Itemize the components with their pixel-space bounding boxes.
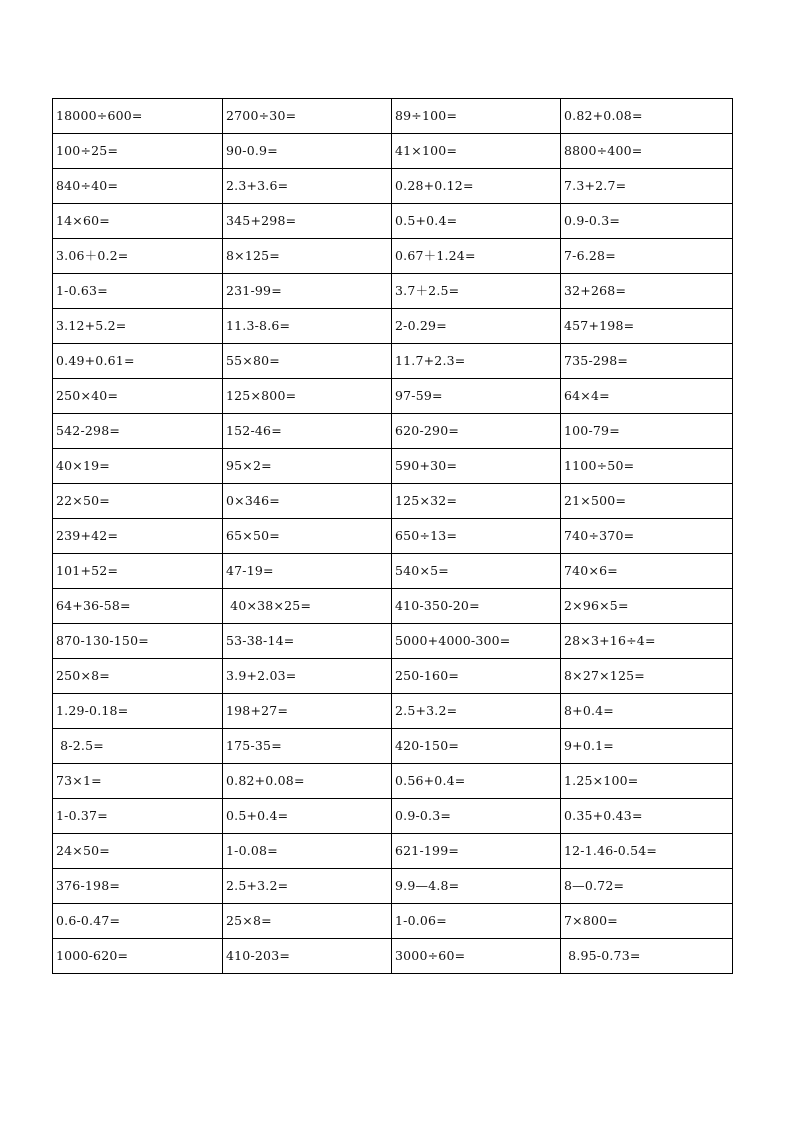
math-problem-cell: 11.3-8.6= — [223, 309, 392, 344]
math-problem-cell: 21×500= — [561, 484, 733, 519]
math-problem-cell: 100-79= — [561, 414, 733, 449]
math-problem-cell: 540×5= — [392, 554, 561, 589]
math-problem-cell: 7×800= — [561, 904, 733, 939]
math-problem-cell: 376-198= — [53, 869, 223, 904]
worksheet-row — [53, 309, 733, 344]
math-problem-cell: 64×4= — [561, 379, 733, 414]
math-problem-cell: 28×3+16÷4= — [561, 624, 733, 659]
math-problem-cell: 420-150= — [392, 729, 561, 764]
math-problem-cell: 7.3+2.7= — [561, 169, 733, 204]
math-problem-cell: 590+30= — [392, 449, 561, 484]
math-problem-cell: 410-350-20= — [392, 589, 561, 624]
math-problem-cell: 870-130-150= — [53, 624, 223, 659]
worksheet-row — [53, 484, 733, 519]
math-problem-cell: 25×8= — [223, 904, 392, 939]
worksheet-row — [53, 834, 733, 869]
math-problem-cell: 1-0.63= — [53, 274, 223, 309]
math-problem-cell: 64+36-58= — [53, 589, 223, 624]
worksheet-row — [53, 764, 733, 799]
math-problem-cell: 0.9-0.3= — [392, 799, 561, 834]
math-problem-cell: 250×40= — [53, 379, 223, 414]
math-problem-cell: 2×96×5= — [561, 589, 733, 624]
math-problem-cell: 40×38×25= — [223, 589, 392, 624]
math-problem-cell: 621-199= — [392, 834, 561, 869]
math-problem-cell: 8×125= — [223, 239, 392, 274]
arithmetic-worksheet-table — [52, 98, 733, 974]
worksheet-row — [53, 904, 733, 939]
math-problem-cell: 239+42= — [53, 519, 223, 554]
worksheet-row — [53, 204, 733, 239]
math-problem-cell: 18000÷600= — [53, 99, 223, 134]
math-problem-cell: 740÷370= — [561, 519, 733, 554]
math-problem-cell: 231-99= — [223, 274, 392, 309]
worksheet-row — [53, 239, 733, 274]
math-problem-cell: 2.5+3.2= — [392, 694, 561, 729]
math-problem-cell: 3.06＋0.2= — [53, 239, 223, 274]
math-problem-cell: 735-298= — [561, 344, 733, 379]
worksheet-row — [53, 939, 733, 974]
math-problem-cell: 22×50= — [53, 484, 223, 519]
math-problem-cell: 3.12+5.2= — [53, 309, 223, 344]
math-problem-cell: 1-0.06= — [392, 904, 561, 939]
math-problem-cell: 5000+4000-300= — [392, 624, 561, 659]
worksheet-row — [53, 449, 733, 484]
math-problem-cell: 125×32= — [392, 484, 561, 519]
math-problem-cell: 1000-620= — [53, 939, 223, 974]
math-problem-cell: 11.7+2.3= — [392, 344, 561, 379]
math-problem-cell: 0.6-0.47= — [53, 904, 223, 939]
math-problem-cell: 1.25×100= — [561, 764, 733, 799]
worksheet-row — [53, 519, 733, 554]
math-problem-cell: 2.3+3.6= — [223, 169, 392, 204]
math-problem-cell: 8800÷400= — [561, 134, 733, 169]
math-problem-cell: 0.56+0.4= — [392, 764, 561, 799]
math-problem-cell: 0.49+0.61= — [53, 344, 223, 379]
math-problem-cell: 7-6.28= — [561, 239, 733, 274]
math-problem-cell: 740×6= — [561, 554, 733, 589]
math-problem-cell: 8.95-0.73= — [561, 939, 733, 974]
math-problem-cell: 125×800= — [223, 379, 392, 414]
math-problem-cell: 53-38-14= — [223, 624, 392, 659]
math-problem-cell: 650÷13= — [392, 519, 561, 554]
math-problem-cell: 89÷100= — [392, 99, 561, 134]
math-problem-cell: 0.35+0.43= — [561, 799, 733, 834]
math-problem-cell: 0.5+0.4= — [392, 204, 561, 239]
math-problem-cell: 2700÷30= — [223, 99, 392, 134]
math-problem-cell: 840÷40= — [53, 169, 223, 204]
math-problem-cell: 55×80= — [223, 344, 392, 379]
worksheet-row — [53, 379, 733, 414]
math-problem-cell: 100÷25= — [53, 134, 223, 169]
worksheet-row — [53, 554, 733, 589]
math-problem-cell: 457+198= — [561, 309, 733, 344]
math-problem-cell: 12-1.46-0.54= — [561, 834, 733, 869]
math-problem-cell: 9+0.1= — [561, 729, 733, 764]
math-problem-cell: 542-298= — [53, 414, 223, 449]
math-problem-cell: 152-46= — [223, 414, 392, 449]
math-problem-cell: 73×1= — [53, 764, 223, 799]
math-problem-cell: 1100÷50= — [561, 449, 733, 484]
math-problem-cell: 40×19= — [53, 449, 223, 484]
math-problem-cell: 0.28+0.12= — [392, 169, 561, 204]
math-problem-cell: 101+52= — [53, 554, 223, 589]
math-problem-cell: 1-0.37= — [53, 799, 223, 834]
math-problem-cell: 2.5+3.2= — [223, 869, 392, 904]
worksheet-row — [53, 589, 733, 624]
worksheet-row — [53, 99, 733, 134]
math-problem-cell: 1.29-0.18= — [53, 694, 223, 729]
math-problem-cell: 47-19= — [223, 554, 392, 589]
math-problem-cell: 250-160= — [392, 659, 561, 694]
worksheet-row — [53, 694, 733, 729]
math-problem-cell: 97-59= — [392, 379, 561, 414]
math-problem-cell: 410-203= — [223, 939, 392, 974]
math-problem-cell: 9.9—4.8= — [392, 869, 561, 904]
math-problem-cell: 0.82+0.08= — [223, 764, 392, 799]
worksheet-row — [53, 729, 733, 764]
worksheet-row — [53, 799, 733, 834]
worksheet-row — [53, 624, 733, 659]
math-problem-cell: 8—0.72= — [561, 869, 733, 904]
math-problem-cell: 3.9+2.03= — [223, 659, 392, 694]
math-problem-cell: 8+0.4= — [561, 694, 733, 729]
math-problem-cell: 1-0.08= — [223, 834, 392, 869]
math-problem-cell: 14×60= — [53, 204, 223, 239]
math-problem-cell: 0.9-0.3= — [561, 204, 733, 239]
worksheet-row — [53, 869, 733, 904]
worksheet-row — [53, 414, 733, 449]
math-problem-cell: 8-2.5= — [53, 729, 223, 764]
math-problem-cell: 250×8= — [53, 659, 223, 694]
math-problem-cell: 620-290= — [392, 414, 561, 449]
math-problem-cell: 95×2= — [223, 449, 392, 484]
math-problem-cell: 90-0.9= — [223, 134, 392, 169]
math-problem-cell: 0×346= — [223, 484, 392, 519]
math-problem-cell: 3000÷60= — [392, 939, 561, 974]
math-problem-cell: 2-0.29= — [392, 309, 561, 344]
math-problem-cell: 0.5+0.4= — [223, 799, 392, 834]
math-problem-cell: 8×27×125= — [561, 659, 733, 694]
worksheet-row — [53, 169, 733, 204]
math-problem-cell: 41×100= — [392, 134, 561, 169]
math-problem-cell: 3.7＋2.5= — [392, 274, 561, 309]
math-problem-cell: 0.82+0.08= — [561, 99, 733, 134]
math-problem-cell: 24×50= — [53, 834, 223, 869]
worksheet-row — [53, 659, 733, 694]
math-problem-cell: 175-35= — [223, 729, 392, 764]
math-problem-cell: 198+27= — [223, 694, 392, 729]
math-problem-cell: 0.67＋1.24= — [392, 239, 561, 274]
worksheet-body — [53, 99, 733, 974]
math-problem-cell: 345+298= — [223, 204, 392, 239]
math-problem-cell: 32+268= — [561, 274, 733, 309]
worksheet-row — [53, 274, 733, 309]
math-problem-cell: 65×50= — [223, 519, 392, 554]
worksheet-row — [53, 344, 733, 379]
worksheet-row — [53, 134, 733, 169]
